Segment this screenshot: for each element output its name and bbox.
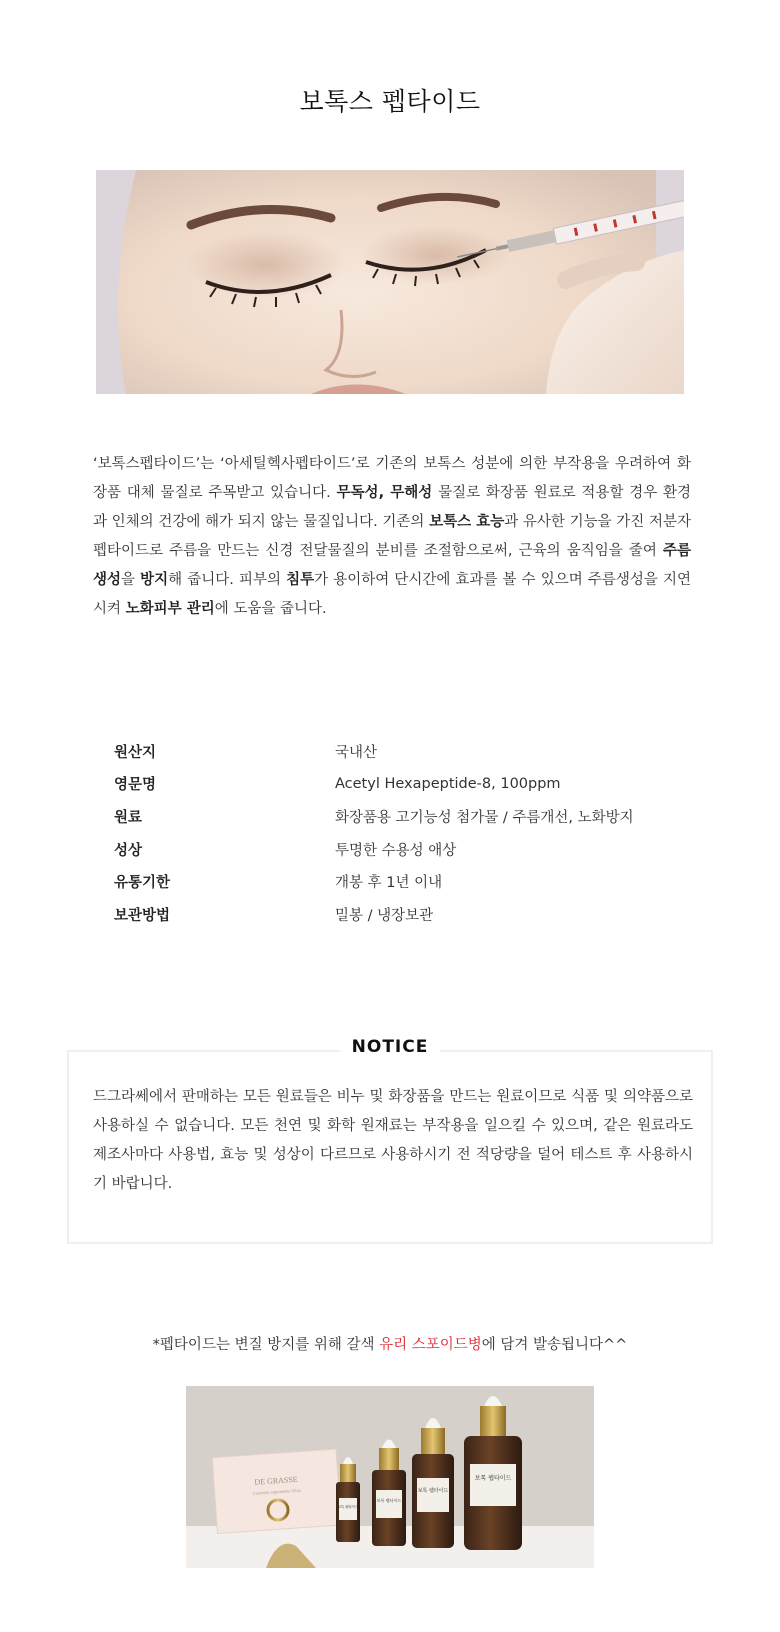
desc-bold: 방지: [140, 572, 169, 588]
spec-value: 국내산: [335, 744, 378, 761]
desc-bold: 보톡스 효능: [429, 514, 505, 530]
bottle-note-highlight: 유리 스포이드병: [379, 1337, 482, 1353]
spec-row: [114, 768, 674, 801]
spec-value: Acetyl Hexapeptide-8, 100ppm: [335, 775, 561, 792]
card-sub: Cosmetic Ingredients Shop: [252, 1487, 301, 1496]
bottles-photo: [186, 1386, 594, 1568]
ingredient-description: [93, 450, 691, 624]
desc-bold: 무독성, 무해성: [336, 485, 433, 501]
spec-key: 원산지: [114, 744, 157, 761]
bottle-label: 보톡 펩타이드: [376, 1498, 402, 1503]
dropper-bottles-illustration: [186, 1386, 594, 1568]
spec-key: 보관방법: [114, 907, 171, 924]
spec-table: [114, 735, 674, 931]
desc-bold: 침투: [286, 572, 315, 588]
spec-value: 개봉 후 1년 이내: [335, 875, 443, 892]
spec-key: 영문명: [114, 777, 157, 794]
page-title: 보톡스 펩타이드: [299, 87, 481, 116]
notice-title: NOTICE: [340, 1037, 441, 1057]
desc-text: 가 용이하여 단시간에 효과를 볼 수 있으며 주름생성을 지연시켜: [93, 572, 691, 617]
spec-row: [114, 865, 674, 898]
desc-text: ‘보톡스펩타이드’는 ‘아세틸헥사펩타이드’로 기존의 보톡스 성분에 의한 부작용을 우려하여 화장품 대체 물질로 주목받고 있습니다.: [93, 456, 691, 501]
desc-text: 해 줍니다. 피부의: [168, 572, 287, 588]
bottle-label: 보톡 펩타이드: [474, 1475, 512, 1482]
bottle-label: 보톡 펩타이드: [337, 1505, 359, 1509]
desc-bold: 노화피부 관리: [125, 601, 215, 617]
face-injection-illustration: [96, 170, 684, 394]
desc-text: 물질로 화장품 원료로 적용할 경우 환경과 인체의 건강에 해가 되지 않는 물질입니다. 기존의: [93, 485, 692, 530]
spec-key: 원료: [114, 809, 143, 826]
spec-value: 화장품용 고기능성 첨가물 / 주름개선, 노화방지: [335, 809, 634, 826]
hero-image: [96, 170, 684, 394]
bottle-label: 보톡 펩타이드: [417, 1488, 449, 1494]
spec-row: [114, 735, 674, 768]
desc-text: 을: [121, 572, 141, 588]
spec-value: 투명한 수용성 애상: [335, 842, 457, 859]
desc-text: 과 유사한 기능을 가진 저분자 펩타이드로 주름을 만드는 신경 전달물질의 분비를 조절함으로써, 근육의 움직임을 줄여: [93, 514, 691, 559]
bottle-note: [0, 1333, 780, 1354]
spec-value: 밀봉 / 냉장보관: [335, 907, 434, 924]
desc-text: 에 도움을 줍니다.: [214, 601, 327, 617]
spec-row: [114, 800, 674, 833]
notice-text: 드그라쎄에서 판매하는 모든 원료들은 비누 및 화장품을 만드는 원료이므로 식품 및 의약품으로 사용하실 수 없습니다. 모든 천연 및 화학 원재료는 부작용을 일으킬 수 있으며, 같은 원료라도 제조사마다 사용법, 효능 및 성상이 다르므로 사용하시기 전 적당량을 덜어 테스트 후 사용하시기 바랍니다.: [93, 1089, 693, 1192]
desc-bold: 주름 생성: [93, 543, 691, 588]
spec-key: 성상: [114, 842, 143, 859]
spec-key: 유통기한: [114, 875, 171, 892]
spec-row: [114, 898, 674, 931]
spec-row: [114, 833, 674, 866]
bottle-note-text: *펩타이드는 변질 방지를 위해 갈색: [152, 1337, 380, 1353]
bottle-note-text: 에 담겨 발송됩니다^^: [481, 1337, 628, 1353]
card-brand: DE GRASSE: [254, 1474, 298, 1487]
notice-heading: [0, 1037, 780, 1057]
